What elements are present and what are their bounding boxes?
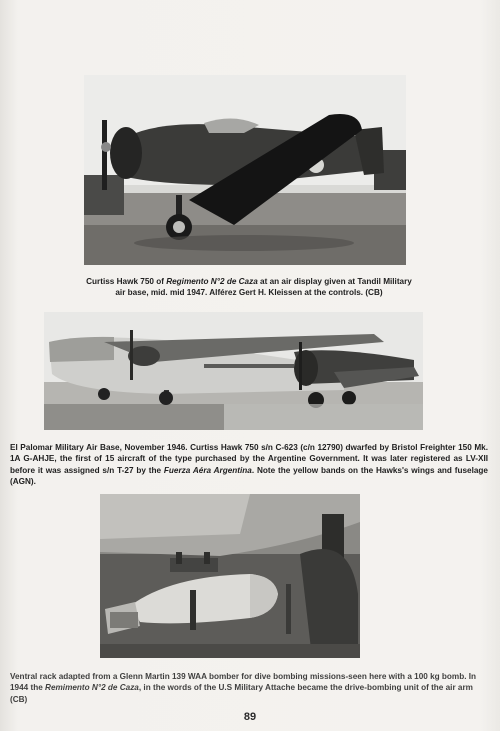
caption-hawk-750 (84, 276, 414, 298)
hawk-750-photo (84, 75, 406, 265)
caption-text: Curtiss Hawk 750 of (86, 277, 167, 287)
ventral-rack-photo (100, 494, 360, 658)
caption-italic-text: Fuerza Aéra Argentina (163, 465, 252, 475)
caption-italic-text: Remimento N°2 de Caza (45, 683, 139, 693)
caption-text: Ventral rack adapted from a Glenn Martin 139 WAA bomber for dive bombing missions-seen here with a 100 kg bomb. In 1944 the (10, 672, 477, 693)
caption-text: El Palomar Military Air Base, November 1946. Curtiss Hawk 750 s/n C-623 (c/n 12790) dwarfed by Bristol Freighter 150 Mk. 1A G-AHJE, the first of 15 aircraft of the type purchased by the Argentine Government. It was later registered as LV-XII before it was assigned s/n T-27 by the (10, 443, 488, 475)
caption-ventral-rack (10, 671, 488, 705)
page-number: 89 (243, 711, 257, 723)
caption-text: , in the words of the U.S Military Attache became the drive-bombing unit of the air arm (CB) (10, 683, 473, 704)
caption-text: at an air display given at Tandil Military air base, mid. mid 1947. Alférez Gert H. Kleissen at the controls. (CB) (115, 277, 412, 298)
caption-palomar (10, 442, 488, 487)
caption-text: . Note the yellow bands on the Hawks's wings and fuselage (AGN). (10, 465, 488, 486)
palomar-photo (44, 312, 423, 430)
caption-italic-text: Regimento N°2 de Caza (166, 277, 258, 287)
